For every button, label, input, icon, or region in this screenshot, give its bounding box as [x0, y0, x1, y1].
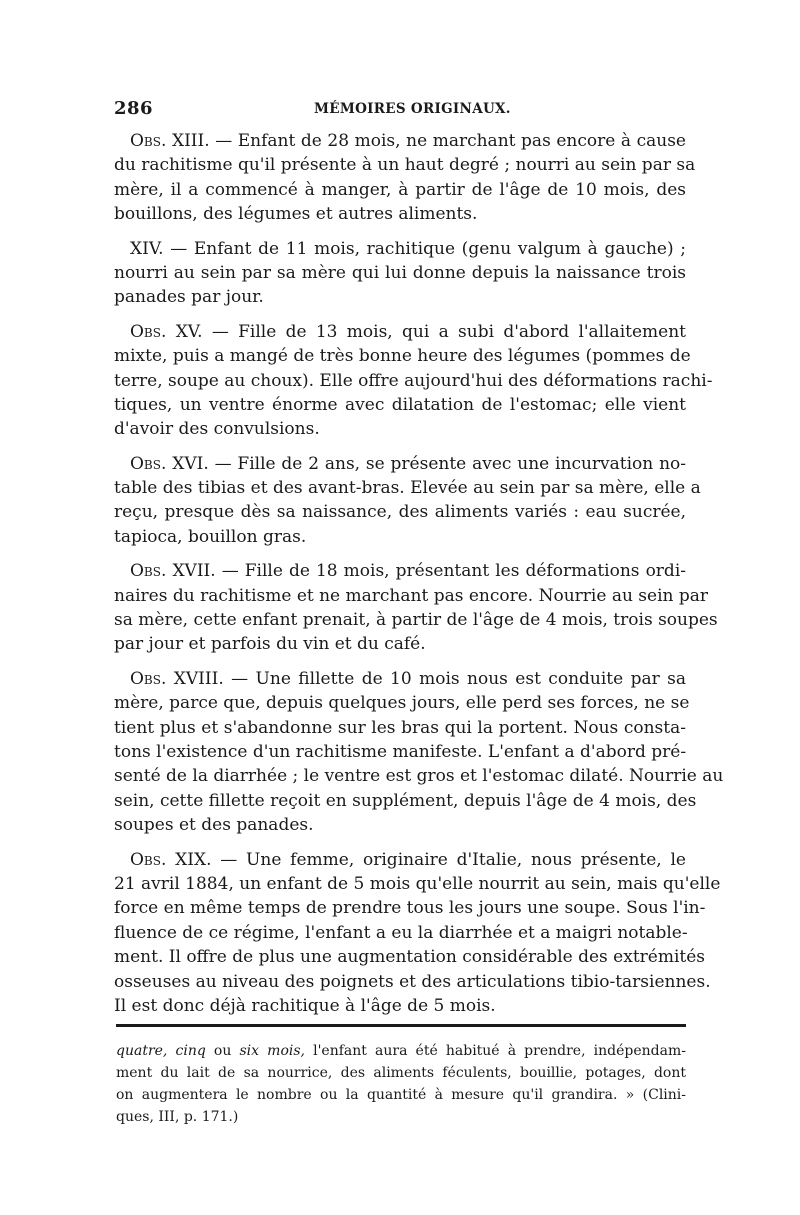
footnote-connector: ou	[205, 1043, 240, 1059]
text-line: XIV. — Enfant de 11 mois, rachitique (genu valgum à gauche) ;	[130, 238, 686, 259]
text-line: soupes et des panades.	[114, 815, 314, 836]
observation-xix	[114, 848, 721, 1019]
text-line: senté de la diarrhée ; le ventre est gros et l'estomac dilaté. Nourrie au	[114, 766, 724, 787]
footnote-italic: quatre, cinq	[116, 1043, 206, 1059]
obs-label: Obs.	[130, 849, 167, 870]
text-line: tons l'existence d'un rachitisme manifeste. L'enfant a d'abord pré-	[114, 741, 687, 762]
text-line: Obs. XVIII. — Une fillette de 10 mois nous est conduite par sa	[130, 668, 686, 689]
footnote-line: ment du lait de sa nourrice, des aliments féculents, bouillie, potages, dont	[116, 1065, 686, 1081]
text-line: tapioca, bouillon gras.	[114, 526, 307, 547]
text-line: osseuses au niveau des poignets et des articulations tibio-tarsiennes.	[114, 971, 711, 992]
obs-label: Obs.	[130, 321, 167, 342]
text-line: sein, cette fillette reçoit en supplément, depuis l'âge de 4 mois, des	[114, 790, 697, 811]
text-line: fluence de ce régime, l'enfant a eu la diarrhée et a maigri notable-	[114, 922, 688, 943]
text-line: d'avoir des convulsions.	[114, 419, 320, 440]
footnote	[116, 1040, 686, 1128]
text-line: Il est donc déjà rachitique à l'âge de 5 mois.	[114, 995, 496, 1016]
text-line: table des tibias et des avant-bras. Elevée au sein par sa mère, elle a	[114, 478, 701, 499]
text-line: Obs. XVII. — Fille de 18 mois, présentant les déformations ordi-	[130, 561, 686, 582]
footnote-text: l'enfant aura été habitué à prendre, indépendam-	[304, 1043, 686, 1059]
obs-label: Obs.	[130, 131, 167, 151]
obs-label: Obs.	[130, 453, 167, 474]
text-line: terre, soupe au choux). Elle offre aujourd'hui des déformations rachi-	[114, 370, 713, 391]
footnote-line	[116, 1040, 686, 1062]
text-line: naires du rachitisme et ne marchant pas encore. Nourrie au sein par	[114, 585, 709, 606]
footnote-italic: six mois,	[239, 1043, 305, 1059]
text-line: mère, il a commencé à manger, à partir de l'âge de 10 mois, des	[114, 179, 686, 200]
text-line: Obs. XVI. — Fille de 2 ans, se présente avec une incurvation no-	[130, 453, 686, 474]
observation-xiv	[114, 237, 686, 310]
text-line: force en même temps de prendre tous les jours une soupe. Sous l'in-	[114, 898, 706, 919]
text-line: mixte, puis a mangé de très bonne heure des légumes (pommes de	[114, 346, 691, 367]
body-text	[114, 129, 724, 1028]
text-line: bouillons, des légumes et autres aliments.	[114, 204, 478, 225]
text-line: par jour et parfois du vin et du café.	[114, 634, 426, 655]
observation-xvi	[114, 452, 701, 550]
footnote-rule	[116, 1024, 686, 1027]
text-line: nourri au sein par sa mère qui lui donne depuis la naissance trois	[114, 262, 686, 283]
footnote-line: on augmentera le nombre ou la quantité à mesure qu'il grandira. » (Clini-	[116, 1087, 686, 1103]
obs-label: Obs.	[130, 561, 167, 582]
text-line: ment. Il offre de plus une augmentation considérable des extrémités	[114, 947, 706, 968]
obs-label: Obs.	[130, 668, 167, 689]
observation-xiii	[114, 129, 696, 227]
text-line: Obs. XIII. — Enfant de 28 mois, ne marchant pas encore à cause	[130, 131, 686, 151]
text-line: reçu, presque dès sa naissance, des aliments variés : eau sucrée,	[114, 502, 686, 523]
text-line: sa mère, cette enfant prenait, à partir de l'âge de 4 mois, trois soupes	[114, 610, 718, 631]
running-head: MÉMOIRES ORIGINAUX.	[314, 101, 511, 117]
observation-xv	[114, 320, 713, 442]
text-line: 21 avril 1884, un enfant de 5 mois qu'elle nourrit au sein, mais qu'elle	[114, 873, 721, 894]
page-number: 286	[114, 98, 154, 119]
text-line: Obs. XV. — Fille de 13 mois, qui a subi d'abord l'allaitement	[130, 321, 686, 342]
footnote-line: ques, III, p. 171.)	[116, 1109, 239, 1125]
text-line: panades par jour.	[114, 287, 264, 308]
page-header	[114, 98, 690, 128]
text-line: Obs. XIX. — Une femme, originaire d'Italie, nous présente, le	[130, 849, 686, 870]
observation-xvii	[114, 559, 718, 657]
text-line: du rachitisme qu'il présente à un haut degré ; nourri au sein par sa	[114, 155, 696, 176]
text-line: tient plus et s'abandonne sur les bras qui la portent. Nous consta-	[114, 717, 686, 738]
observation-xviii	[114, 667, 724, 838]
text-line: tiques, un ventre énorme avec dilatation de l'estomac; elle vient	[114, 394, 686, 415]
text-line: mère, parce que, depuis quelques jours, elle perd ses forces, ne se	[114, 693, 690, 714]
